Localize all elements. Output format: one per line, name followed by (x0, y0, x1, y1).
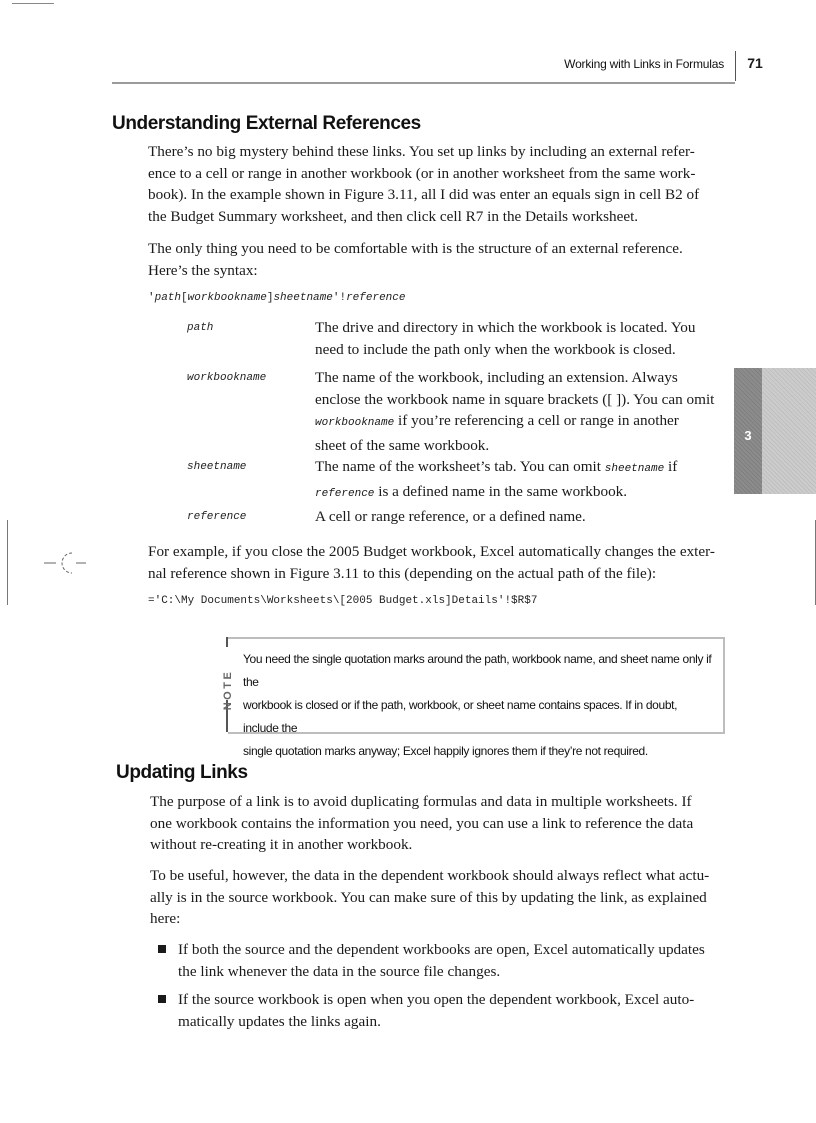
text-line: the Budget Summary worksheet, and then click cell R7 in the Details worksheet. (148, 207, 639, 225)
paragraph-purpose (150, 791, 730, 856)
text-line: ence to a cell or range in another workbook (or in another worksheet from the same work- (148, 164, 696, 182)
header-rule (112, 82, 735, 84)
text-line: one workbook contains the information you need, you can use a link to reference the data (150, 814, 694, 832)
left-crop-line (7, 520, 8, 605)
text-line: reference is a defined name in the same workbook. (315, 482, 628, 500)
note-bracket-top (226, 637, 228, 647)
side-tab-shading (762, 368, 816, 494)
text-line: the link whenever the data in the source file changes. (178, 962, 501, 980)
text-line: For example, if you close the 2005 Budget workbook, Excel automatically changes the exter- (148, 543, 715, 560)
section-heading-external-references: Understanding External References (112, 113, 421, 134)
definition-term-workbookname: workbookname (187, 372, 267, 384)
text-line: If the source workbook is open when you open the dependent workbook, Excel auto- (178, 991, 695, 1008)
text-line: workbookname if you’re referencing a cell or range in another (315, 412, 679, 429)
running-header-title: Working with Links in Formulas (564, 57, 724, 71)
text-line: There’s no big mystery behind these links. You set up links by including an external refer- (148, 143, 695, 160)
registration-mark-icon (40, 548, 90, 578)
paragraph-intro (148, 141, 728, 227)
text-line: single quotation marks anyway; Excel happily ignores them if they’re not required. (243, 744, 648, 758)
paragraph-example (148, 541, 738, 584)
definition-desc-reference (315, 506, 725, 528)
text-line: The purpose of a link is to avoid duplicating formulas and data in multiple worksheets. If (150, 793, 692, 810)
bullet-square-icon (158, 995, 166, 1003)
definition-term-sheetname: sheetname (187, 461, 247, 473)
bullet-square-icon (158, 945, 166, 953)
text-line: A cell or range reference, or a defined name. (315, 508, 586, 525)
example-formula: ='C:\My Documents\Worksheets\[2005 Budget.xls]Details'!$R$7 (148, 595, 538, 607)
definition-desc-path (315, 317, 725, 360)
text-line: book). In the example shown in Figure 3.11, all I did was enter an equals sign in cell B2 of (148, 186, 700, 203)
bullet-list (150, 939, 740, 1039)
paragraph-syntax-intro (148, 238, 728, 281)
header-divider (735, 51, 736, 81)
section-heading-updating-links: Updating Links (116, 762, 248, 783)
text-line: The name of the worksheet’s tab. You can omit sheetname if (315, 458, 678, 475)
definition-desc-workbookname (315, 367, 725, 456)
list-item (150, 989, 740, 1032)
text-line: To be useful, however, the data in the dependent workbook should always reflect what actu- (150, 867, 710, 884)
text-line: here: (150, 910, 181, 927)
text-line: matically updates the links again. (178, 1012, 381, 1030)
top-crop-rule (12, 3, 54, 4)
definition-desc-sheetname (315, 456, 725, 505)
text-line: Here’s the syntax: (148, 261, 258, 279)
chapter-thumb-tab (734, 368, 762, 494)
text-line: sheet of the same workbook. (315, 436, 490, 454)
text-line: need to include the path only when the workbook is closed. (315, 340, 676, 358)
list-item (150, 939, 740, 982)
text-line: The only thing you need to be comfortable with is the structure of an external reference. (148, 240, 683, 257)
note-label: NOTE (222, 669, 234, 711)
text-line: The name of the workbook, including an extension. Always (315, 369, 678, 386)
note-text (243, 648, 713, 763)
text-line: nal reference shown in Figure 3.11 to this (depending on the actual path of the file): (148, 564, 657, 582)
syntax-code-line: 'path[workbookname]sheetname'!reference (148, 292, 406, 304)
paragraph-useful (150, 865, 730, 930)
text-line: without re-creating it in another workbook. (150, 836, 413, 853)
text-line: The drive and directory in which the workbook is located. You (315, 319, 696, 336)
definition-term-path: path (187, 322, 214, 334)
text-line: ally is in the source workbook. You can make sure of this by updating the link, as explained (150, 888, 707, 906)
page-number: 71 (747, 55, 763, 71)
definition-term-reference: reference (187, 511, 247, 523)
chapter-number: 3 (744, 428, 752, 443)
text-line: enclose the workbook name in square brackets ([ ]). You can omit (315, 390, 715, 408)
text-line: You need the single quotation marks around the path, workbook name, and sheet name only if the (243, 652, 712, 689)
text-line: workbook is closed or if the path, workbook, or sheet name contains spaces. If in doubt, include the (243, 698, 678, 735)
text-line: If both the source and the dependent workbooks are open, Excel automatically updates (178, 941, 705, 958)
